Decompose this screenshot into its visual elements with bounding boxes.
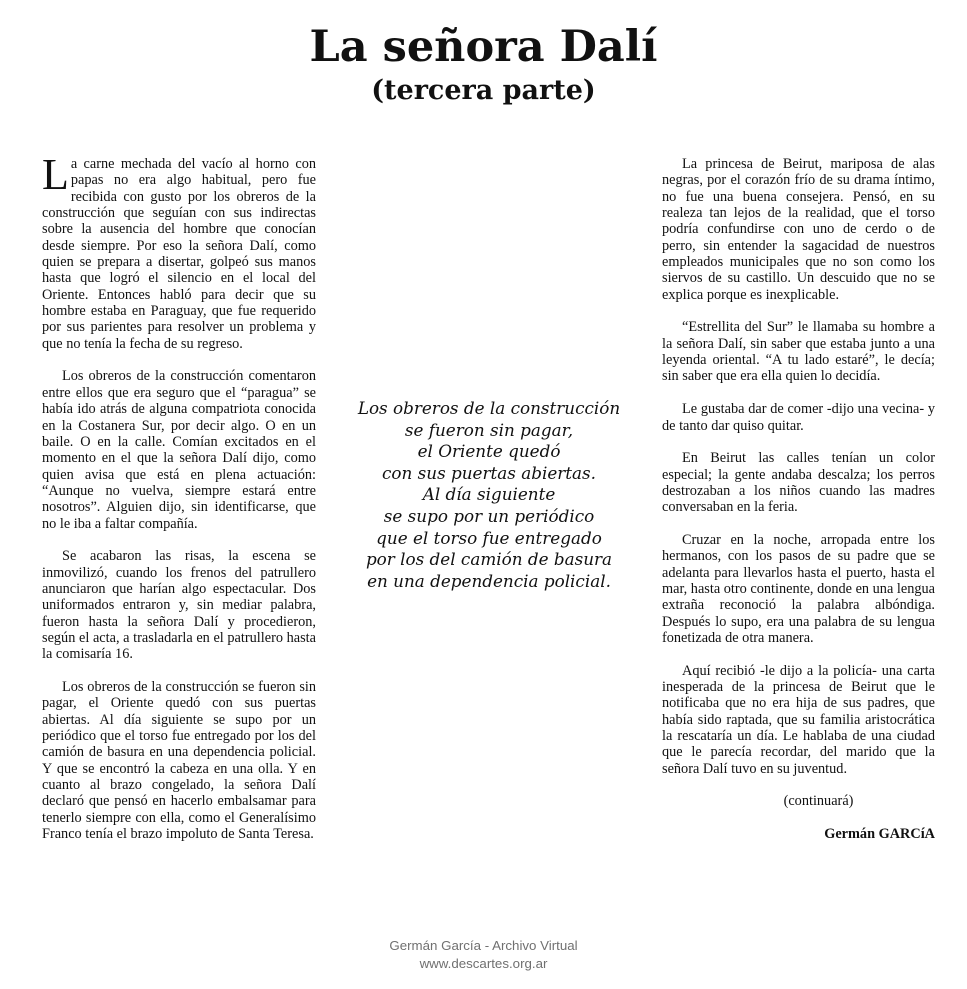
pull-quote-line: el Oriente quedó bbox=[417, 441, 561, 462]
paragraph-6: “Estrellita del Sur” le llamaba su hombre a la señora Dalí, sin saber que estaba junto a una leyenda oriental. “A tu lado estaré”, le decía; sin saber que era ella quien lo decidía. bbox=[662, 319, 935, 385]
left-text-column bbox=[42, 150, 316, 843]
footer-archive: Germán García - Archivo Virtual bbox=[389, 938, 578, 953]
pull-quote-line: Al día siguiente bbox=[422, 484, 556, 505]
paragraph-3: Se acabaron las risas, la escena se inmovilizó, cuando los frenos del patrullero anunciaron que harían algo espectacular. Dos uniformados entraron y, sin mediar palabra, fueron hasta la señora Dalí y procedieron, según el acta, a trasladarla en el patrullero hasta la comisaría 16. bbox=[42, 548, 316, 663]
drop-cap: L bbox=[42, 150, 69, 199]
pull-quote bbox=[336, 398, 642, 592]
pull-quote-line: con sus puertas abiertas. bbox=[382, 462, 596, 483]
paragraph-2: Los obreros de la construcción comentaron entre ellos que era seguro que el “paragua” se había ido atrás de alguna compatriota conocida en la Costanera Sur, por decir algo. O en un baile. O en la calle. Comían excitados en el momento en el que la señora Dalí dijo, como quien avisa que está en plena actuación: “Aunque no vuelva, siempre estará entre nosotros”. Alguien dijo, sin identificarse, que no le iba a faltar compañía. bbox=[42, 368, 316, 532]
paragraph-8: En Beirut las calles tenían un color especial; la gente andaba descalza; los perros destrozaban a los niños cuando las madres conversaban en la feria. bbox=[662, 450, 935, 516]
pull-quote-line: Los obreros de la construcción bbox=[357, 398, 621, 418]
paragraph-5: La princesa de Beirut, mariposa de alas negras, por el corazón frío de su drama íntimo, no fue una buena consejera. Pensó, en su realeza tan lejos de la realidad, que el torso podría confundirse con uno de cerdo o de perro, sin entender la sagacidad de nuestros empleados municipales que no son como los siervos de su castillo. Un descuido que no se explica porque es inexplicable. bbox=[662, 156, 935, 303]
pull-quote-line: por los del camión de basura bbox=[365, 549, 613, 570]
article-subtitle: (tercera parte) bbox=[371, 75, 596, 106]
page-footer bbox=[0, 937, 967, 973]
pull-quote-line: se fueron sin pagar, bbox=[404, 419, 574, 440]
pull-quote-line: que el torso fue entregado bbox=[376, 527, 602, 548]
paragraph-9: Cruzar en la noche, arropada entre los hermanos, con los pasos de su padre que se adelanta para llevarlos hasta el puerto, hasta el mar, hasta otro continente, donde en una lengua extraña reconoció la palabra albóndiga. Después lo supo, era una palabra de su lengua fonetizada de otra manera. bbox=[662, 531, 935, 646]
article-title: La señora Dalí bbox=[309, 22, 658, 72]
pull-quote-line: se supo por un periódico bbox=[383, 505, 595, 526]
paragraph-4: Los obreros de la construcción se fueron sin pagar, el Oriente quedó con sus puertas abiertas. Al día siguiente se supo por un periódico que el torso fue entregado por los del camión de basura en una dependencia policial. Y que se encontró la cabeza en una olla. Y en cuanto al brazo congelado, la señora Dalí declaró que pensó en hacerlo embalsamar para tenerlo siempre con ella, como el Generalísimo Franco tenía el brazo impoluto de Santa Teresa. bbox=[42, 679, 316, 843]
paragraph-10: Aquí recibió -le dijo a la policía- una carta inesperada de la princesa de Beirut que le notificaba que no era hija de sus padres, que había sido raptada, que su familia aristocrática la rescataría un día. Le hablaba de una ciudad que le parecía recordar, del marido que la señora Dalí tuvo en su juventud. bbox=[662, 662, 935, 777]
right-text-column bbox=[662, 156, 935, 842]
author-signature: Germán GARCíA bbox=[824, 826, 935, 843]
paragraph-1-text: a carne mechada del vacío al horno con papas no era algo habitual, pero fue recibida con gusto por los obreros de la construcción que seguían con sus indirectas sobre la ausencia del hombre que conocían desde siempre. Por eso la señora Dalí, como quien se prepara a disertar, golpeó sus manos hasta que logró el silencio en el local del Oriente. Entonces habló para decir que su hombre estaba en Paraguay, que fue requerido por sus parientes para resolver un problema y que no tenía la fecha de su regreso. bbox=[42, 156, 316, 352]
pull-quote-line: en una dependencia policial. bbox=[367, 570, 611, 591]
paragraph-7: Le gustaba dar de comer -dijo una vecina- y de tanto dar quiso quitar. bbox=[662, 401, 935, 434]
footer-website: www.descartes.org.ar bbox=[419, 956, 548, 971]
to-be-continued-note: (continuará) bbox=[783, 793, 854, 810]
paragraph-1 bbox=[42, 150, 316, 352]
